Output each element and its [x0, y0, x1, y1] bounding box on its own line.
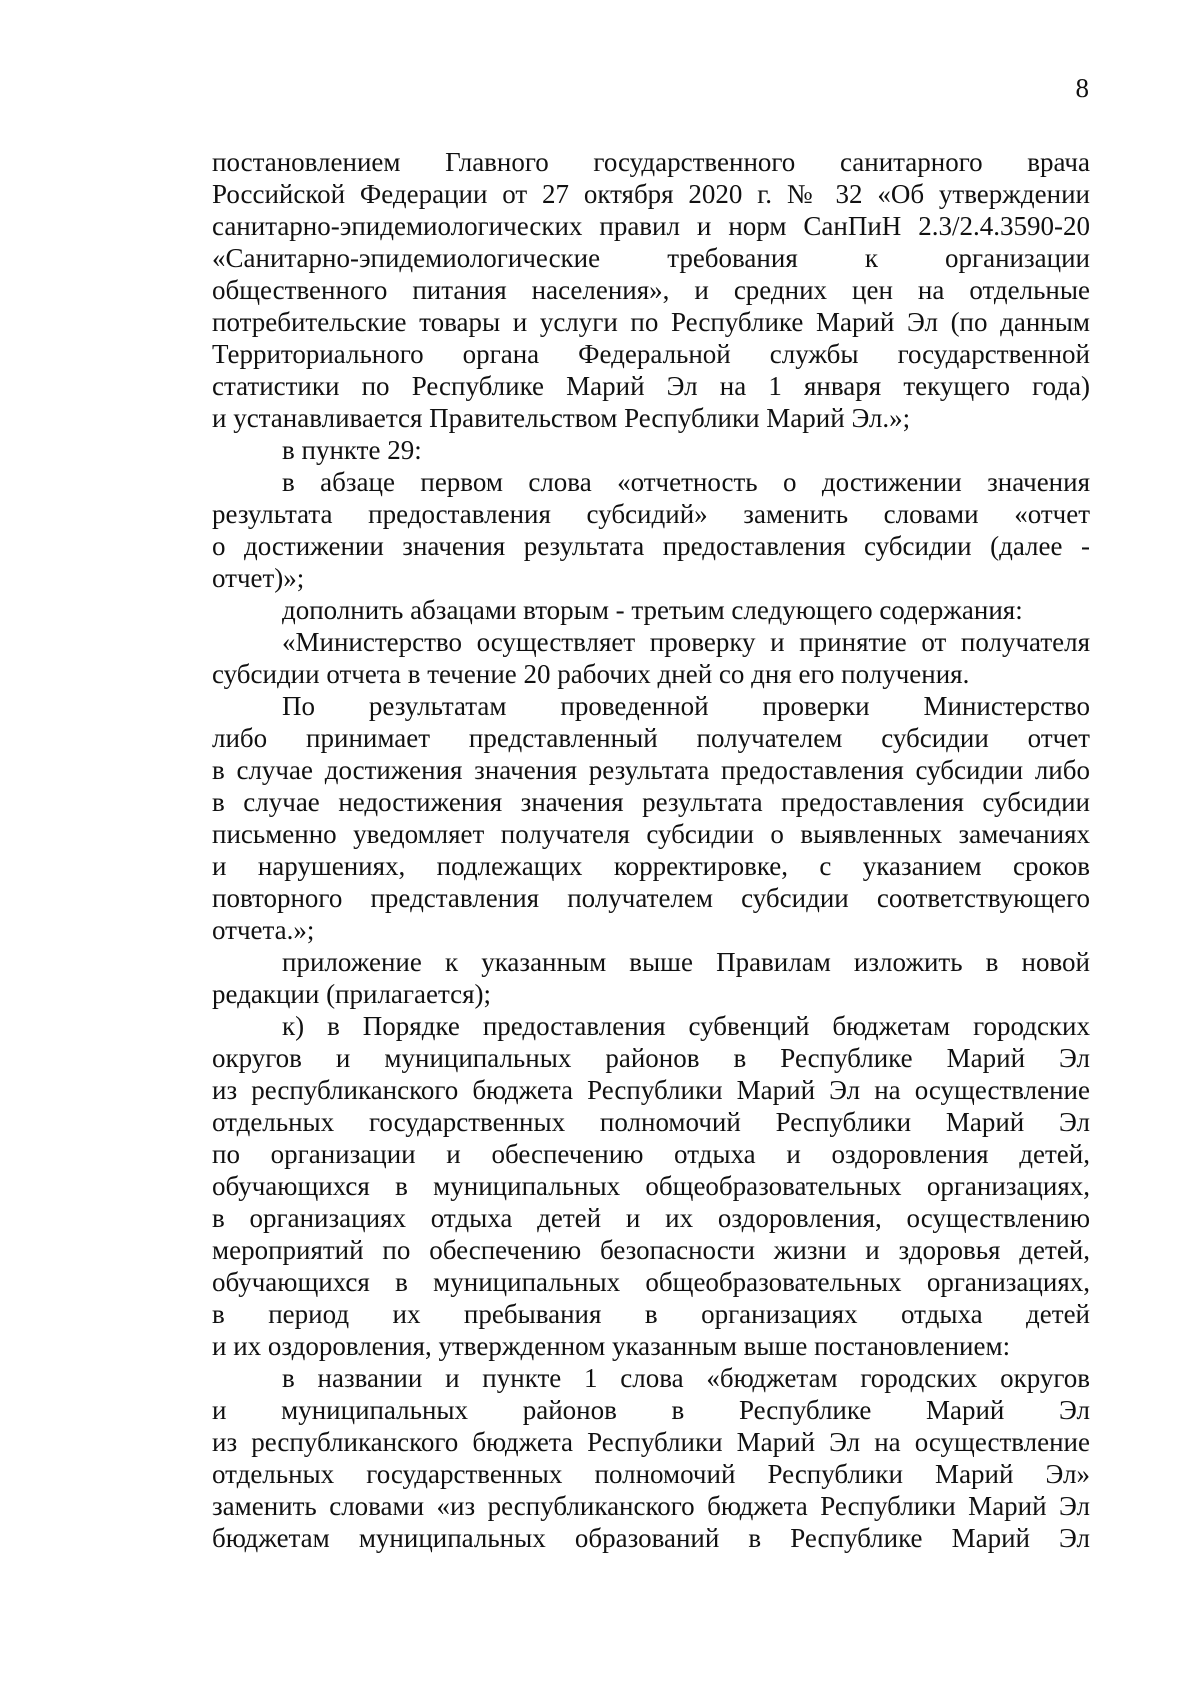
text-line: субсидии отчета в течение 20 рабочих дней со дня его получения.	[212, 659, 970, 689]
text-line: статистики по Республике Марий Эл на 1 января текущего года)	[212, 371, 1090, 401]
text-line: отчета.»;	[212, 915, 315, 945]
text-line: результата предоставления субсидий» заменить словами «отчет	[212, 499, 1090, 529]
text-line: в случае недостижения значения результата предоставления субсидии	[212, 787, 1090, 817]
text-line: санитарно-эпидемиологических правил и норм СанПиН 2.3/2.4.3590-20	[212, 211, 1090, 241]
text-line: и их оздоровления, утвержденном указанным выше постановлением:	[212, 1331, 1011, 1361]
text-line: из республиканского бюджета Республики Марий Эл на осуществление	[212, 1075, 1090, 1105]
text-line: в пункте 29:	[282, 435, 422, 465]
text-line: обучающихся в муниципальных общеобразовательных организациях,	[212, 1267, 1090, 1297]
text-line: Территориального органа Федеральной службы государственной	[212, 339, 1090, 369]
text-line: и устанавливается Правительством Республики Марий Эл.»;	[212, 403, 911, 433]
text-line: бюджетам муниципальных образований в Республике Марий Эл	[212, 1523, 1090, 1553]
text-line: о достижении значения результата предоставления субсидии (далее -	[212, 531, 1090, 561]
text-line: заменить словами «из республиканского бюджета Республики Марий Эл	[212, 1491, 1090, 1521]
text-line: дополнить абзацами вторым - третьим следующего содержания:	[282, 595, 1023, 625]
text-line: в названии и пункте 1 слова «бюджетам городских округов	[282, 1363, 1090, 1393]
text-line: либо принимает представленный получателем субсидии отчет	[212, 723, 1090, 753]
text-line: отчет)»;	[212, 563, 305, 593]
text-line: Российской Федерации от 27 октября 2020 г. № 32 «Об утверждении	[212, 179, 1090, 209]
text-line: и нарушениях, подлежащих корректировке, с указанием сроков	[212, 851, 1090, 881]
document-body	[212, 146, 1090, 1554]
text-line: отдельных государственных полномочий Республики Марий Эл»	[212, 1459, 1090, 1489]
text-line: «Санитарно-эпидемиологические требования к организации	[212, 243, 1090, 273]
text-line: к) в Порядке предоставления субвенций бюджетам городских	[282, 1011, 1090, 1041]
text-line: в организациях отдыха детей и их оздоровления, осуществлению	[212, 1203, 1090, 1233]
text-line: округов и муниципальных районов в Республике Марий Эл	[212, 1043, 1090, 1073]
text-line: редакции (прилагается);	[212, 979, 491, 1009]
text-line: в абзаце первом слова «отчетность о достижении значения	[282, 467, 1090, 497]
text-line: потребительские товары и услуги по Республике Марий Эл (по данным	[212, 307, 1090, 337]
text-line: отдельных государственных полномочий Республики Марий Эл	[212, 1107, 1090, 1137]
text-line: приложение к указанным выше Правилам изложить в новой	[282, 947, 1090, 977]
text-line: мероприятий по обеспечению безопасности жизни и здоровья детей,	[212, 1235, 1090, 1265]
text-line: в случае достижения значения результата предоставления субсидии либо	[212, 755, 1090, 785]
text-line: постановлением Главного государственного санитарного врача	[212, 147, 1090, 177]
page-number: 8	[1075, 73, 1089, 103]
text-line: и муниципальных районов в Республике Марий Эл	[212, 1395, 1090, 1425]
text-line: По результатам проведенной проверки Министерство	[282, 691, 1090, 721]
text-line: обучающихся в муниципальных общеобразовательных организациях,	[212, 1171, 1090, 1201]
text-line: по организации и обеспечению отдыха и оздоровления детей,	[212, 1139, 1090, 1169]
text-line: повторного представления получателем субсидии соответствующего	[212, 883, 1090, 913]
text-line: письменно уведомляет получателя субсидии о выявленных замечаниях	[212, 819, 1090, 849]
text-line: общественного питания населения», и средних цен на отдельные	[212, 275, 1090, 305]
text-line: «Министерство осуществляет проверку и принятие от получателя	[282, 627, 1090, 657]
text-line: в период их пребывания в организациях отдыха детей	[212, 1299, 1090, 1329]
text-line: из республиканского бюджета Республики Марий Эл на осуществление	[212, 1427, 1090, 1457]
